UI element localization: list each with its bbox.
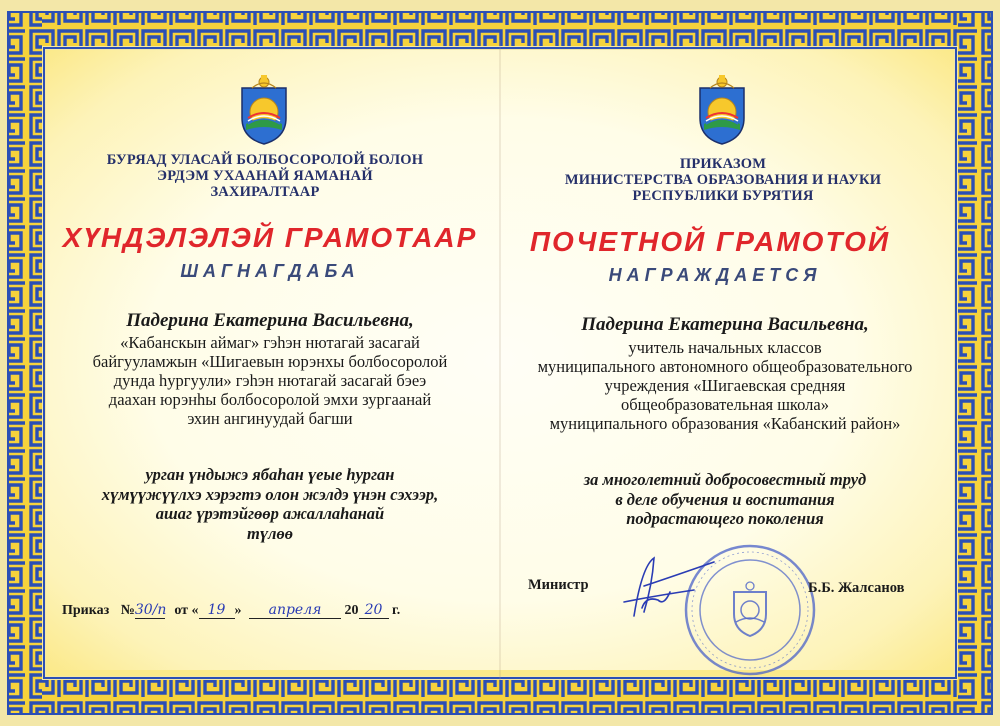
- right-merit-reason: [540, 470, 910, 529]
- left-position-line: даахан юрэнһы болбосоролой эмхи зургаанай: [108, 390, 432, 409]
- left-position-description: [70, 333, 470, 428]
- order-day: 19: [199, 602, 235, 619]
- left-award-subtitle: ШАГНАГДАБА: [180, 261, 360, 281]
- order-number: 30/п: [134, 602, 167, 618]
- center-fold: [499, 40, 501, 680]
- left-position-line: байгууламжын «Шигаевын юрэнхы болбосоролой: [92, 352, 448, 371]
- right-recipient-name: Падерина Екатерина Васильевна,: [581, 314, 869, 335]
- order-reference: [62, 602, 400, 619]
- right-award-subtitle: НАГРАЖДАЕТСЯ: [608, 265, 822, 285]
- left-issuer-line: ЭРДЭМ УХААНАЙ ЯАМАНАЙ: [157, 168, 373, 184]
- order-quote-close: »: [234, 603, 242, 618]
- right-merit-line: в деле обучения и воспитания: [615, 489, 835, 509]
- right-position-line: учреждения «Шигаевская средняя: [604, 376, 846, 395]
- right-award-title: ПОЧЕТНОЙ ГРАМОТОЙ: [529, 226, 891, 257]
- left-issuer-header: [100, 152, 430, 200]
- order-number-label: №: [120, 603, 135, 618]
- order-year-prefix: 20: [344, 603, 359, 618]
- order-from-label: от «: [174, 603, 199, 618]
- right-issuer-line: РЕСПУБЛИКИ БУРЯТИЯ: [632, 188, 814, 204]
- order-label: Приказ: [62, 603, 110, 618]
- right-position-description: [505, 338, 945, 433]
- right-merit-line: за многолетний добросовестный труд: [583, 470, 867, 489]
- left-position-line: эхин ангинуудай багши: [187, 409, 353, 428]
- right-position-line: муниципального автономного общеобразовательного: [537, 357, 913, 376]
- right-merit-line: подрастающего поколения: [626, 509, 824, 528]
- order-year-suffix: 20: [359, 602, 389, 619]
- left-position-line: дунда һургуули» гэһэн нютагай засагай бэеэ: [113, 371, 427, 390]
- left-merit-line: хүмүүжүүлхэ хэрэгтэ олон жэлдэ үнэн сэхээр,: [101, 484, 439, 504]
- minister-title: Министр: [528, 577, 589, 593]
- left-award-title: ХҮНДЭЛЭЛЭЙ ГРАМОТААР: [62, 222, 478, 253]
- right-issuer-line: МИНИСТЕРСТВА ОБРАЗОВАНИЯ И НАУКИ: [564, 172, 882, 188]
- left-recipient-name: Падерина Екатерина Васильевна,: [126, 310, 414, 331]
- left-merit-line: түлөө: [246, 523, 294, 543]
- minister-name: Б.Б. Жалсанов: [808, 580, 905, 596]
- right-issuer-line: ПРИКАЗОМ: [679, 156, 767, 172]
- left-position-line: «Кабанскын аймаг» гэһэн нютагай засагай: [120, 333, 420, 352]
- order-year-unit: г.: [392, 603, 401, 618]
- left-merit-line: ашаг үрэтэйгөөр ажаллаһанай: [155, 504, 385, 523]
- right-position-line: учитель начальных классов: [628, 338, 822, 357]
- buryatia-emblem-icon: [694, 74, 750, 146]
- right-position-line: муниципального образования «Кабанский район»: [549, 414, 901, 433]
- buryatia-emblem-icon: [236, 74, 292, 146]
- left-merit-reason: [70, 465, 470, 543]
- left-issuer-line: БУРЯАД УЛАСАЙ БОЛБОСОРОЛОЙ БОЛОН: [106, 152, 424, 168]
- right-issuer-header: [548, 156, 898, 204]
- right-position-line: общеобразовательная школа»: [621, 395, 829, 414]
- left-merit-line: урган үндыжэ ябаһан үеые һурган: [145, 465, 395, 484]
- signature-mark: [594, 546, 724, 626]
- left-issuer-line: ЗАХИРАЛТААР: [210, 184, 320, 200]
- order-month: апреля: [249, 602, 341, 619]
